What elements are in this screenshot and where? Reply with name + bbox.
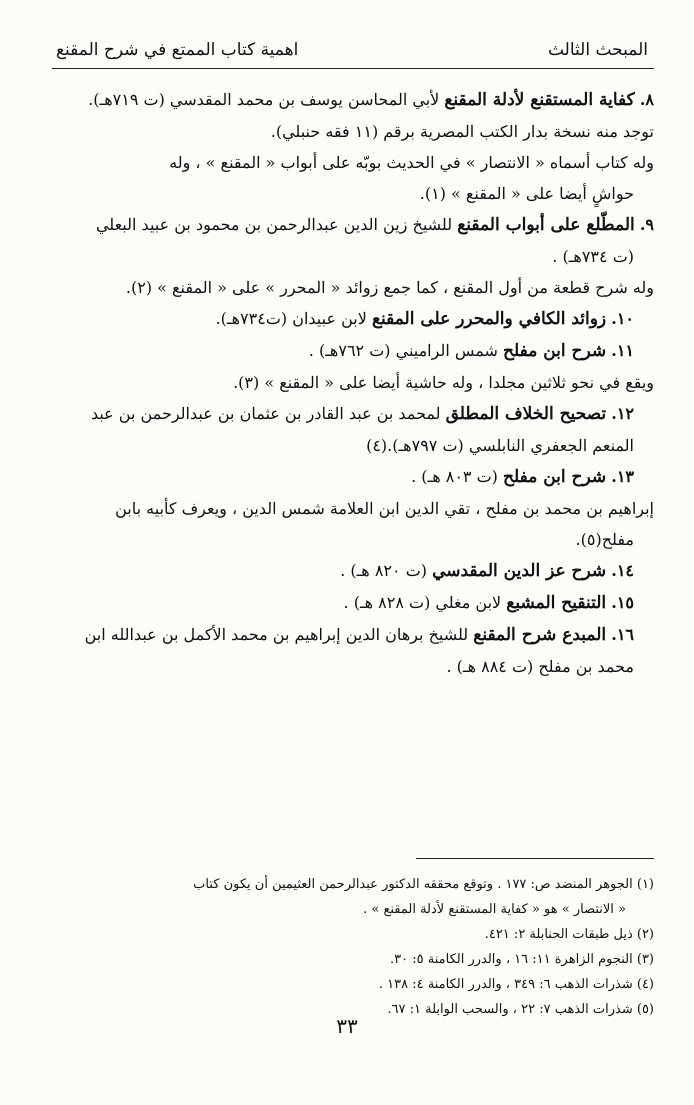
item-number: ١٤. — [611, 561, 634, 580]
item-number: ١١. — [611, 341, 634, 360]
item-text: للشيخ برهان الدين إبراهيم بن محمد الأكمل بن عبدالله ابن — [84, 625, 469, 644]
item-number: ١٠. — [611, 309, 634, 328]
item-text: (ت ٨٢٠ هـ) . — [340, 561, 427, 580]
paragraph: وله شرح قطعة من أول المقنع ، كما جمع زوائد « المحرر » على « المقنع » (٢). — [125, 278, 654, 297]
list-item — [52, 335, 654, 367]
book-name: كفاية المستقنع لأدلة المقنع — [444, 90, 635, 110]
item-number: ٨. — [639, 90, 654, 109]
paragraph: (ت ٧٣٤هـ) . — [552, 247, 634, 266]
paragraph: حواشٍ أيضا على « المقنع » (١). — [419, 184, 634, 203]
book-name: المطّلع على أبواب المقنع — [457, 215, 635, 235]
item-number: ١٣. — [611, 467, 634, 486]
main-text — [52, 84, 654, 682]
list-item — [52, 587, 654, 619]
item-text: لأبي المحاسن يوسف بن محمد المقدسي (ت ٧١٩هـ). — [88, 90, 440, 109]
footnote: « الانتصار » هو « كفاية المستقنع لأدلة المقنع » . — [363, 902, 626, 917]
list-item — [52, 209, 654, 241]
item-text: شمس الراميني (ت ٧٦٢هـ) . — [308, 341, 498, 360]
book-name: شرح ابن مفلح — [503, 341, 607, 361]
item-text: (ت ٨٠٣ هـ) . — [411, 467, 498, 486]
list-item — [52, 461, 654, 493]
list-item — [52, 398, 654, 430]
page-number: ٣٣ — [336, 1014, 358, 1038]
book-name: شرح ابن مفلح — [503, 467, 607, 487]
paragraph: إبراهيم بن محمد بن مفلح ، تقي الدين ابن العلامة شمس الدين ، ويعرف كأبيه بابن — [115, 499, 654, 518]
item-text: لابن مغلي (ت ٨٢٨ هـ) . — [343, 593, 502, 612]
footnote: (١) الجوهر المنضد ص: ١٧٧ . وتوقع محققه الدكتور عبدالرحمن العثيمين أن يكون كتاب — [193, 877, 654, 892]
paragraph: توجد منه نسخة بدار الكتب المصرية برقم (١١ فقه حنبلي). — [270, 122, 654, 141]
list-item — [52, 84, 654, 116]
footnote: (٣) النجوم الزاهرة ١١: ١٦ ، والدرر الكامنة ٥: ٣٠. — [390, 952, 654, 967]
item-text: لمحمد بن عبد القادر بن عثمان بن عبدالرحمن بن عبد — [90, 404, 441, 423]
paragraph: محمد بن مفلح (ت ٨٨٤ هـ) . — [446, 657, 634, 676]
item-text: لابن عبيدان (ت٧٣٤هـ). — [215, 309, 367, 328]
book-title: اهمية كتاب الممتع في شرح المقنع — [56, 40, 299, 60]
book-name: تصحيح الخلاف المطلق — [445, 404, 607, 424]
paragraph: وله كتاب أسماه « الانتصار » في الحديث بوبّه على أبواب « المقنع » ، وله — [169, 153, 654, 172]
item-number: ١٦. — [611, 625, 634, 644]
item-number: ١٥. — [611, 593, 634, 612]
book-name: المبدع شرح المقنع — [473, 625, 607, 645]
paragraph: ويقع في نحو ثلاثين مجلدا ، وله حاشية أيضا على « المقنع » (٣). — [233, 373, 654, 392]
book-name: زوائد الكافي والمحرر على المقنع — [371, 309, 607, 329]
list-item — [52, 303, 654, 335]
item-text: للشيخ زين الدين عبدالرحمن بن محمود بن عبيد البعلي — [95, 215, 453, 234]
item-number: ٩. — [639, 215, 654, 234]
footnote: (٥) شذرات الذهب ٧: ٢٢ ، والسحب الوابلة ١: ٦٧. — [387, 1002, 654, 1017]
paragraph: مفلح(٥). — [575, 530, 634, 549]
footnote: (٤) شذرات الذهب ٦: ٣٤٩ ، والدرر الكامنة ٤: ١٣٨ . — [378, 977, 654, 992]
book-name: شرح عز الدين المقدسي — [432, 561, 607, 581]
footnotes — [52, 872, 654, 1022]
page-header — [52, 34, 654, 69]
footnote: (٢) ذيل طبقات الحنابلة ٢: ٤٢١. — [484, 927, 654, 942]
book-name: التنقيح المشبع — [506, 593, 607, 613]
footnote-divider — [416, 858, 654, 859]
item-number: ١٢. — [611, 404, 634, 423]
paragraph: المنعم الجعفري النابلسي (ت ٧٩٧هـ).(٤) — [366, 436, 634, 455]
list-item — [52, 619, 654, 651]
chapter-label: المبحث الثالث — [547, 40, 648, 60]
list-item — [52, 555, 654, 587]
